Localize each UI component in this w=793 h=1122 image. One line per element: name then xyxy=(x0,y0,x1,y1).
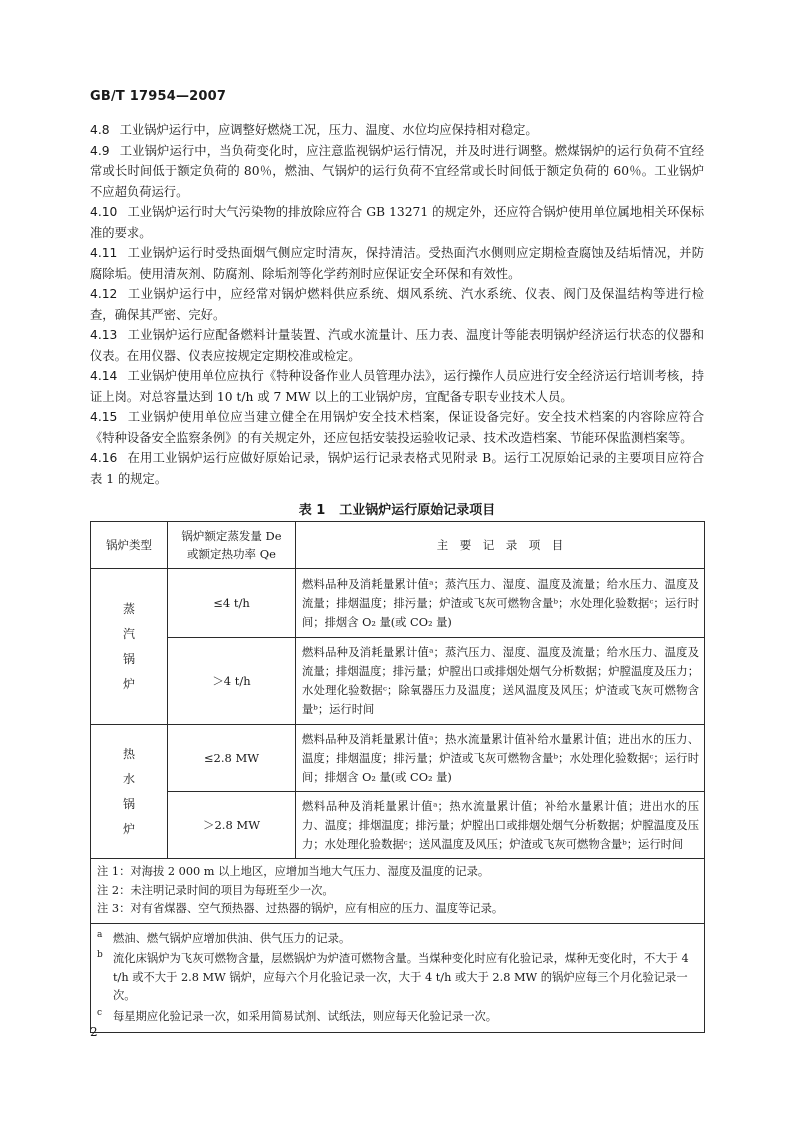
header-capacity-line2: 或额定热功率 Qe xyxy=(187,547,276,561)
clause-text: 工业锅炉运行应配备燃料计量装置、汽或水流量计、压力表、温度计等能表明锅炉经济运行状态的仪器和仪表。在用仪器、仪表应按规定定期校准或检定。 xyxy=(90,328,704,363)
clause-text: 工业锅炉运行中，应调整好燃烧工况，压力、温度、水位均应保持相对稳定。 xyxy=(119,123,538,137)
capacity-cell: ＞2.8 MW xyxy=(168,792,296,859)
type-char: 汽 xyxy=(122,626,135,641)
table-notes-row xyxy=(91,859,705,924)
clause-text: 工业锅炉运行中，应经常对锅炉燃料供应系统、烟风系统、汽水系统、仪表、阀门及保温结构等进行检查，确保其严密、完好。 xyxy=(90,287,704,322)
table-header-row xyxy=(91,522,705,569)
footnote-text: 流化床锅炉为飞灰可燃物含量，层燃锅炉为炉渣可燃物含量。当煤种变化时应有化验记录，煤种无变化时，不大于 4 t/h 或不大于 2.8 MW 锅炉，应每六个月化验记录一次，大于 4 t/h 或大于 2.8 MW 的锅炉应每三个月化验记录一次。 xyxy=(113,952,689,1002)
table-row xyxy=(91,725,705,792)
clause xyxy=(90,407,704,448)
clause xyxy=(90,366,704,407)
table-number: 表 1 xyxy=(298,503,326,518)
footnote-text: 燃油、燃气锅炉应增加供油、供气压力的记录。 xyxy=(113,931,351,945)
footnote-mark: c xyxy=(97,1007,103,1018)
clause-number: 4.16 xyxy=(90,451,118,465)
clause-text: 在用工业锅炉运行应做好原始记录，锅炉运行记录表格式见附录 B。运行工况原始记录的主要项目应符合表 1 的规定。 xyxy=(90,451,704,486)
footnote-mark: b xyxy=(97,950,103,960)
type-char: 水 xyxy=(122,771,135,786)
record-items-cell: 燃料品种及消耗量累计值ᵃ；热水流量累计值补给水量累计值；进出水的压力、温度；排烟温度；排污量；炉渣或飞灰可燃物含量ᵇ；水处理化验数据ᶜ；运行时间；排烟含 O₂ 量(或 CO₂ 量) xyxy=(296,725,705,792)
capacity-cell: ≤4 t/h xyxy=(168,569,296,638)
capacity-cell: ＞4 t/h xyxy=(168,638,296,725)
footnote xyxy=(97,1008,698,1027)
type-char: 蒸 xyxy=(122,601,135,616)
footnote-mark: a xyxy=(97,929,103,940)
clause-text: 工业锅炉运行时受热面烟气侧应定时清灰，保持清洁。受热面汽水侧则应定期检查腐蚀及结垢情况，并防腐除垢。使用清灰剂、防腐剂、除垢剂等化学药剂时应保证安全环保和有效性。 xyxy=(90,246,704,281)
clause xyxy=(90,284,704,325)
clause xyxy=(90,141,704,203)
clause xyxy=(90,120,704,141)
standard-code: GB/T 17954—2007 xyxy=(90,89,227,104)
clause-number: 4.10 xyxy=(90,205,118,219)
table-title-text: 工业锅炉运行原始记录项目 xyxy=(339,503,496,518)
clause xyxy=(90,202,704,243)
table-row xyxy=(91,569,705,638)
footnote xyxy=(97,950,698,1006)
table-note: 注 2：未注明记录时间的项目为每班至少一次。 xyxy=(97,883,334,897)
clause-text: 工业锅炉使用单位应执行《特种设备作业人员管理办法》，运行操作人员应进行安全经济运行培训考核，持证上岗。对总容量达到 10 t/h 或 7 MW 以上的工业锅炉房，宜配备专职专业技术人员。 xyxy=(90,369,704,404)
type-char: 炉 xyxy=(122,676,135,691)
table-notes xyxy=(91,859,705,924)
type-char: 炉 xyxy=(122,821,135,836)
type-char: 热 xyxy=(122,746,135,761)
type-char: 锅 xyxy=(122,796,135,811)
clause-text: 工业锅炉运行中，当负荷变化时，应注意监视锅炉运行情况，并及时进行调整。燃煤锅炉的运行负荷不宜经常或长时间低于额定负荷的 80％，燃油、气锅炉的运行负荷不宜经常或长时间低于额定负荷的 60％。工业锅炉不应超负荷运行。 xyxy=(90,143,704,199)
table-row xyxy=(91,792,705,859)
clause-number: 4.15 xyxy=(90,410,118,424)
clause-number: 4.11 xyxy=(90,246,118,260)
capacity-cell: ≤2.8 MW xyxy=(168,725,296,792)
clause-number: 4.13 xyxy=(90,328,118,342)
clause-number: 4.12 xyxy=(90,287,118,301)
record-items-cell: 燃料品种及消耗量累计值ᵃ；蒸汽压力、湿度、温度及流量；给水压力、温度及流量；排烟温度；排污量；炉渣或飞灰可燃物含量ᵇ；水处理化验数据ᶜ；运行时间；排烟含 O₂ 量(或 CO₂ 量) xyxy=(296,569,705,638)
page-number: 2 xyxy=(90,1025,98,1039)
footnote-text: 每星期应化验记录一次，如采用简易试剂、试纸法，则应每天化验记录一次。 xyxy=(113,1009,498,1023)
record-items-cell: 燃料品种及消耗量累计值ᵃ；热水流量累计值；补给水量累计值；进出水的压力、温度；排烟温度；排污量；炉膛出口或排烟处烟气分析数据；炉膛温度及压力；水处理化验数据ᶜ；送风温度及风压；炉渣或飞灰可燃物含量ᵇ；运行时间 xyxy=(296,792,705,859)
clause-number: 4.14 xyxy=(90,369,118,383)
clause xyxy=(90,448,704,489)
header-capacity-line1: 锅炉额定蒸发量 De xyxy=(181,529,282,543)
clause-text: 工业锅炉运行时大气污染物的排放除应符合 GB 13271 的规定外，还应符合锅炉使用单位属地相关环保标准的要求。 xyxy=(90,205,704,240)
boiler-type-hot-water xyxy=(91,725,168,859)
record-items-cell: 燃料品种及消耗量累计值ᵃ；蒸汽压力、湿度、温度及流量；给水压力、温度及流量；排烟温度；排污量；炉膛出口或排烟处烟气分析数据；炉膛温度及压力；水处理化验数据ᶜ；除氧器压力及温度；送风温度及风压；炉渣或飞灰可燃物含量ᵇ；运行时间 xyxy=(296,638,705,725)
clause-list xyxy=(90,120,704,489)
table-row xyxy=(91,638,705,725)
header-capacity xyxy=(168,522,296,569)
clause-text: 工业锅炉使用单位应当建立健全在用锅炉安全技术档案，保证设备完好。安全技术档案的内容除应符合《特种设备安全监察条例》的有关规定外，还应包括安装投运验收记录、技术改造档案、节能环保监测档案等。 xyxy=(90,410,704,445)
table-note: 注 3：对有省煤器、空气预热器、过热器的锅炉，应有相应的压力、温度等记录。 xyxy=(97,902,504,915)
footnote xyxy=(97,930,698,949)
clause xyxy=(90,243,704,284)
type-char: 锅 xyxy=(122,651,135,666)
clause-number: 4.9 xyxy=(90,143,110,158)
table-footnotes xyxy=(91,923,705,1033)
table-footnotes-row xyxy=(91,923,705,1033)
header-boiler-type: 锅炉类型 xyxy=(91,522,168,569)
boiler-type-steam xyxy=(91,569,168,725)
clause xyxy=(90,325,704,366)
table-title xyxy=(90,499,704,518)
boiler-record-table xyxy=(90,521,705,1033)
header-record-items: 主 要 记 录 项 目 xyxy=(296,522,705,569)
clause-number: 4.8 xyxy=(90,123,110,137)
table-note: 注 1：对海拔 2 000 m 以上地区，应增加当地大气压力、湿度及温度的记录。 xyxy=(97,865,490,878)
